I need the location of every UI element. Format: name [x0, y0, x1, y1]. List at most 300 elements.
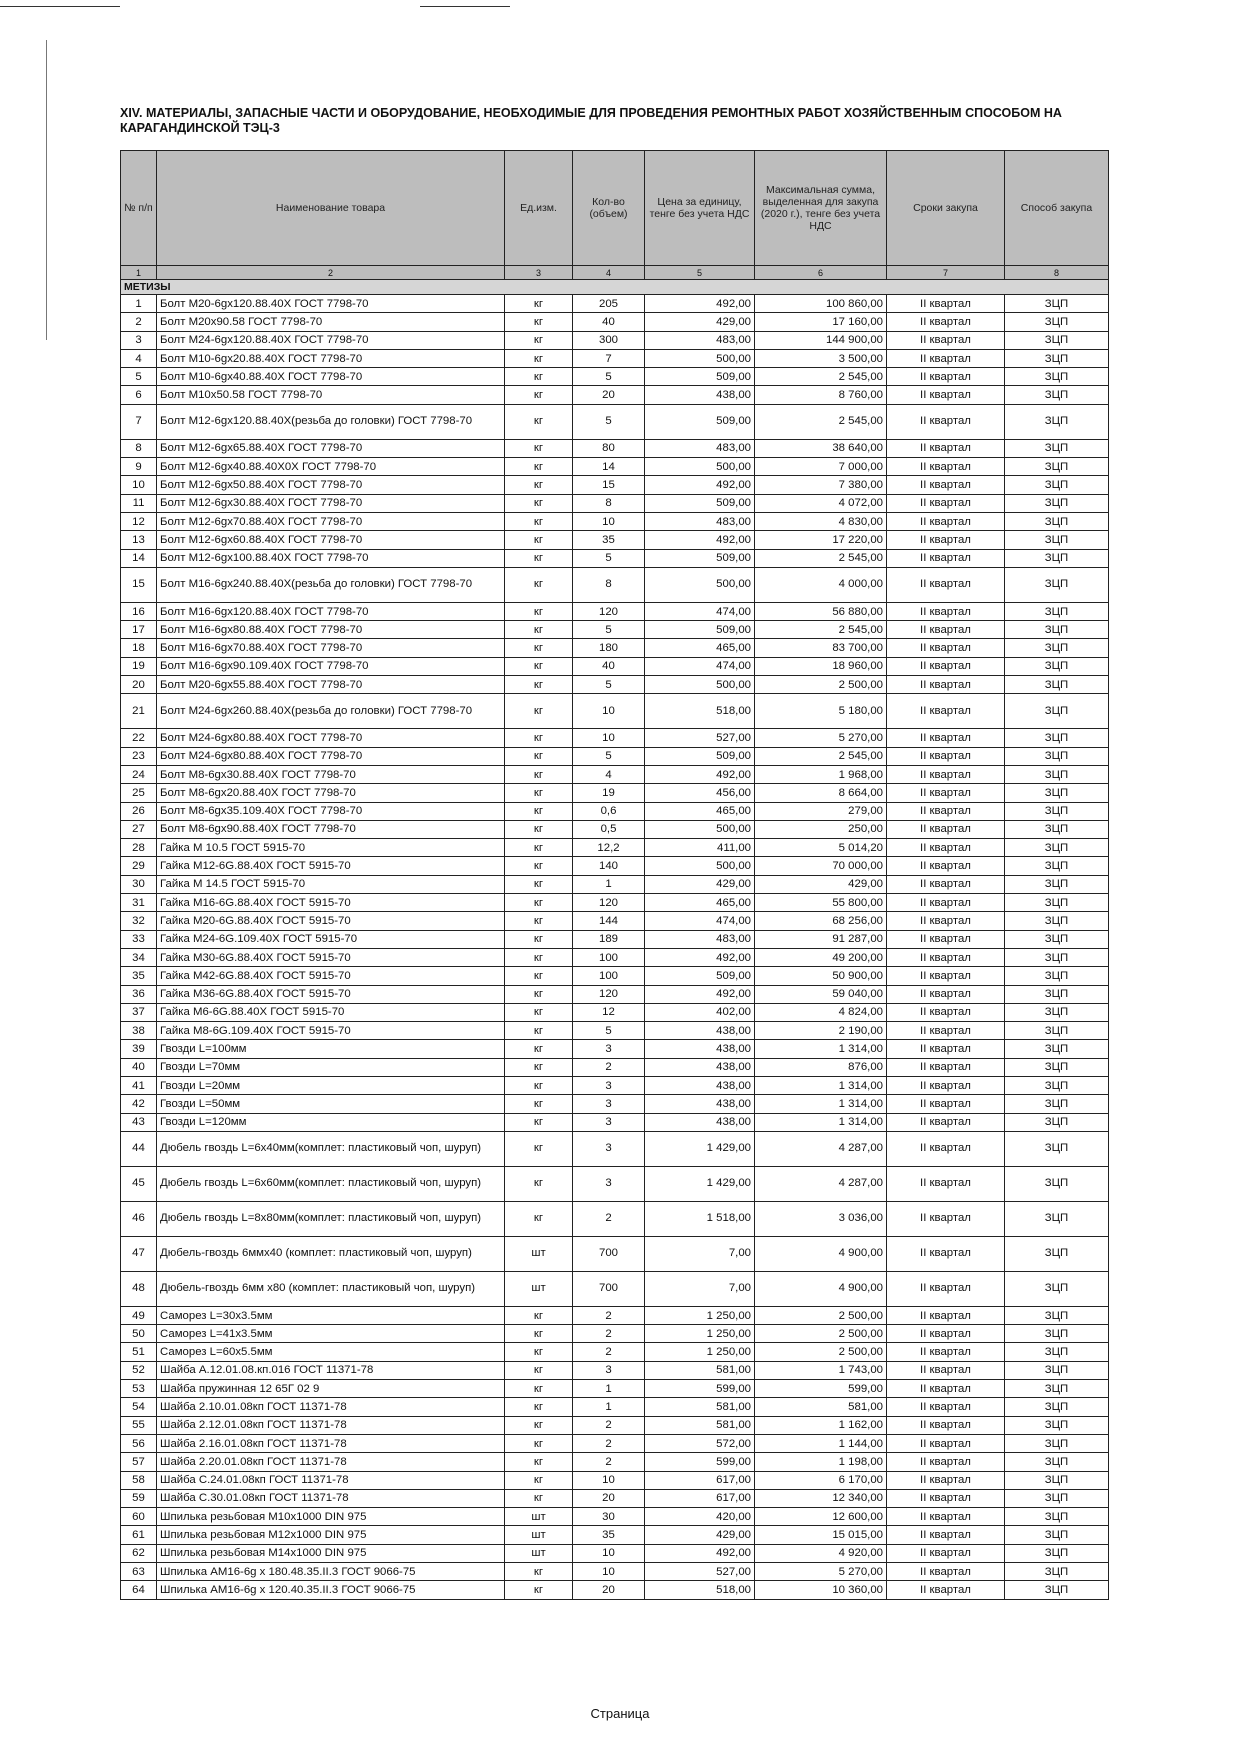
quantity-cell: 5: [573, 1022, 645, 1040]
table-row: [121, 1398, 1109, 1416]
sum-cell: 2 545,00: [755, 621, 887, 639]
quantity-cell: 3: [573, 1166, 645, 1201]
unit-cell: кг: [505, 930, 573, 948]
unit-cell: кг: [505, 386, 573, 404]
method-cell: ЗЦП: [1005, 1306, 1109, 1324]
method-cell: ЗЦП: [1005, 802, 1109, 820]
sum-cell: 876,00: [755, 1058, 887, 1076]
row-number: 1: [121, 295, 157, 313]
unit-cell: кг: [505, 439, 573, 457]
quantity-cell: 30: [573, 1508, 645, 1526]
method-cell: ЗЦП: [1005, 820, 1109, 838]
quantity-cell: 3: [573, 1131, 645, 1166]
method-cell: ЗЦП: [1005, 1166, 1109, 1201]
method-cell: ЗЦП: [1005, 639, 1109, 657]
item-name: Гвозди L=20мм: [157, 1076, 505, 1094]
unit-cell: кг: [505, 404, 573, 439]
unit-cell: шт: [505, 1271, 573, 1306]
term-cell: II квартал: [887, 765, 1005, 783]
sum-cell: 12 340,00: [755, 1489, 887, 1507]
table-row: [121, 1131, 1109, 1166]
term-cell: II квартал: [887, 567, 1005, 602]
table-row: [121, 349, 1109, 367]
header-qty: Кол-во (объем): [573, 151, 645, 266]
table-row: [121, 1544, 1109, 1562]
price-cell: 429,00: [645, 313, 755, 331]
quantity-cell: 3: [573, 1095, 645, 1113]
colnum-cell: 5: [645, 266, 755, 280]
table-row: [121, 1003, 1109, 1021]
row-number: 61: [121, 1526, 157, 1544]
row-number: 51: [121, 1343, 157, 1361]
table-row: [121, 729, 1109, 747]
table-row: [121, 1471, 1109, 1489]
quantity-cell: 5: [573, 549, 645, 567]
item-name: Болт М8-6gх30.88.40Х ГОСТ 7798-70: [157, 765, 505, 783]
unit-cell: кг: [505, 1076, 573, 1094]
method-cell: ЗЦП: [1005, 1380, 1109, 1398]
item-name: Болт М24-6gх80.88.40Х ГОСТ 7798-70: [157, 747, 505, 765]
item-name: Болт М20х90.58 ГОСТ 7798-70: [157, 313, 505, 331]
price-cell: 429,00: [645, 1526, 755, 1544]
table-row: [121, 802, 1109, 820]
quantity-cell: 1: [573, 875, 645, 893]
price-cell: 492,00: [645, 948, 755, 966]
price-cell: 438,00: [645, 1022, 755, 1040]
quantity-cell: 5: [573, 368, 645, 386]
header-unit: Ед.изм.: [505, 151, 573, 266]
term-cell: II квартал: [887, 875, 1005, 893]
sum-cell: 6 170,00: [755, 1471, 887, 1489]
price-cell: 492,00: [645, 531, 755, 549]
method-cell: ЗЦП: [1005, 1471, 1109, 1489]
sum-cell: 17 160,00: [755, 313, 887, 331]
unit-cell: кг: [505, 820, 573, 838]
price-cell: 599,00: [645, 1380, 755, 1398]
quantity-cell: 189: [573, 930, 645, 948]
price-cell: 500,00: [645, 857, 755, 875]
sum-cell: 279,00: [755, 802, 887, 820]
quantity-cell: 300: [573, 331, 645, 349]
price-cell: 617,00: [645, 1489, 755, 1507]
method-cell: ЗЦП: [1005, 1131, 1109, 1166]
row-number: 21: [121, 694, 157, 729]
term-cell: II квартал: [887, 368, 1005, 386]
price-cell: 474,00: [645, 602, 755, 620]
table-row: [121, 967, 1109, 985]
price-cell: 474,00: [645, 912, 755, 930]
quantity-cell: 10: [573, 1471, 645, 1489]
item-name: Шайба С.24.01.08кп ГОСТ 11371-78: [157, 1471, 505, 1489]
table-row: [121, 602, 1109, 620]
price-cell: 518,00: [645, 694, 755, 729]
price-cell: 438,00: [645, 1113, 755, 1131]
unit-cell: кг: [505, 1343, 573, 1361]
term-cell: II квартал: [887, 621, 1005, 639]
price-cell: 483,00: [645, 331, 755, 349]
unit-cell: кг: [505, 331, 573, 349]
row-number: 3: [121, 331, 157, 349]
table-row: [121, 857, 1109, 875]
row-number: 63: [121, 1563, 157, 1581]
item-name: Шайба А.12.01.08.кп.016 ГОСТ 11371-78: [157, 1361, 505, 1379]
method-cell: ЗЦП: [1005, 331, 1109, 349]
term-cell: II квартал: [887, 1131, 1005, 1166]
table-row: [121, 1325, 1109, 1343]
quantity-cell: 2: [573, 1058, 645, 1076]
unit-cell: кг: [505, 1563, 573, 1581]
price-cell: 518,00: [645, 1581, 755, 1599]
sum-cell: 599,00: [755, 1380, 887, 1398]
unit-cell: кг: [505, 494, 573, 512]
method-cell: ЗЦП: [1005, 1095, 1109, 1113]
unit-cell: кг: [505, 1398, 573, 1416]
price-cell: 7,00: [645, 1271, 755, 1306]
row-number: 45: [121, 1166, 157, 1201]
price-cell: 411,00: [645, 839, 755, 857]
quantity-cell: 7: [573, 349, 645, 367]
term-cell: II квартал: [887, 857, 1005, 875]
sum-cell: 1 314,00: [755, 1076, 887, 1094]
term-cell: II квартал: [887, 839, 1005, 857]
unit-cell: кг: [505, 1325, 573, 1343]
term-cell: II квартал: [887, 729, 1005, 747]
table-row: [121, 1581, 1109, 1599]
sum-cell: 38 640,00: [755, 439, 887, 457]
price-cell: 438,00: [645, 386, 755, 404]
sum-cell: 2 500,00: [755, 1306, 887, 1324]
quantity-cell: 12: [573, 1003, 645, 1021]
method-cell: ЗЦП: [1005, 1563, 1109, 1581]
method-cell: ЗЦП: [1005, 313, 1109, 331]
row-number: 49: [121, 1306, 157, 1324]
item-name: Болт М24-6gх80.88.40Х ГОСТ 7798-70: [157, 729, 505, 747]
row-number: 55: [121, 1416, 157, 1434]
method-cell: ЗЦП: [1005, 912, 1109, 930]
sum-cell: 250,00: [755, 820, 887, 838]
row-number: 18: [121, 639, 157, 657]
quantity-cell: 2: [573, 1434, 645, 1452]
table-row: [121, 747, 1109, 765]
item-name: Болт М16-6gх70.88.40Х ГОСТ 7798-70: [157, 639, 505, 657]
row-number: 19: [121, 657, 157, 675]
quantity-cell: 120: [573, 894, 645, 912]
term-cell: II квартал: [887, 676, 1005, 694]
term-cell: II квартал: [887, 494, 1005, 512]
table-row: [121, 930, 1109, 948]
item-name: Гайка М20-6G.88.40Х ГОСТ 5915-70: [157, 912, 505, 930]
sum-cell: 429,00: [755, 875, 887, 893]
sum-cell: 581,00: [755, 1398, 887, 1416]
term-cell: II квартал: [887, 549, 1005, 567]
price-cell: 492,00: [645, 765, 755, 783]
table-row: [121, 1095, 1109, 1113]
row-number: 28: [121, 839, 157, 857]
row-number: 41: [121, 1076, 157, 1094]
term-cell: II квартал: [887, 531, 1005, 549]
sum-cell: 1 968,00: [755, 765, 887, 783]
sum-cell: 4 900,00: [755, 1271, 887, 1306]
price-cell: 527,00: [645, 729, 755, 747]
quantity-cell: 20: [573, 386, 645, 404]
item-name: Гайка М24-6G.109.40Х ГОСТ 5915-70: [157, 930, 505, 948]
quantity-cell: 10: [573, 694, 645, 729]
term-cell: II квартал: [887, 1022, 1005, 1040]
quantity-cell: 5: [573, 621, 645, 639]
term-cell: II квартал: [887, 1271, 1005, 1306]
item-name: Гайка М36-6G.88.40Х ГОСТ 5915-70: [157, 985, 505, 1003]
section-row: [121, 280, 1109, 295]
row-number: 7: [121, 404, 157, 439]
term-cell: II квартал: [887, 1489, 1005, 1507]
sum-cell: 4 830,00: [755, 512, 887, 530]
sum-cell: 2 190,00: [755, 1022, 887, 1040]
unit-cell: кг: [505, 349, 573, 367]
term-cell: II квартал: [887, 349, 1005, 367]
unit-cell: кг: [505, 1416, 573, 1434]
method-cell: ЗЦП: [1005, 1113, 1109, 1131]
sum-cell: 12 600,00: [755, 1508, 887, 1526]
row-number: 24: [121, 765, 157, 783]
unit-cell: кг: [505, 602, 573, 620]
term-cell: II квартал: [887, 404, 1005, 439]
term-cell: II квартал: [887, 295, 1005, 313]
row-number: 40: [121, 1058, 157, 1076]
item-name: Саморез L=30х3.5мм: [157, 1306, 505, 1324]
price-cell: 438,00: [645, 1058, 755, 1076]
sum-cell: 50 900,00: [755, 967, 887, 985]
sum-cell: 4 920,00: [755, 1544, 887, 1562]
colnum-cell: 2: [157, 266, 505, 280]
term-cell: II квартал: [887, 1380, 1005, 1398]
item-name: Шайба 2.10.01.08кп ГОСТ 11371-78: [157, 1398, 505, 1416]
table-row: [121, 1343, 1109, 1361]
table-row: [121, 621, 1109, 639]
price-cell: 581,00: [645, 1398, 755, 1416]
price-cell: 1 518,00: [645, 1201, 755, 1236]
sum-cell: 49 200,00: [755, 948, 887, 966]
item-name: Болт М12-6gх100.88.40Х ГОСТ 7798-70: [157, 549, 505, 567]
term-cell: II квартал: [887, 1040, 1005, 1058]
row-number: 15: [121, 567, 157, 602]
price-cell: 465,00: [645, 894, 755, 912]
row-number: 60: [121, 1508, 157, 1526]
unit-cell: кг: [505, 621, 573, 639]
header-method: Способ закупа: [1005, 151, 1109, 266]
unit-cell: кг: [505, 1058, 573, 1076]
sum-cell: 2 545,00: [755, 404, 887, 439]
price-cell: 438,00: [645, 1076, 755, 1094]
unit-cell: кг: [505, 531, 573, 549]
term-cell: II квартал: [887, 1325, 1005, 1343]
method-cell: ЗЦП: [1005, 985, 1109, 1003]
method-cell: ЗЦП: [1005, 439, 1109, 457]
quantity-cell: 35: [573, 1526, 645, 1544]
price-cell: 500,00: [645, 820, 755, 838]
sum-cell: 1 743,00: [755, 1361, 887, 1379]
quantity-cell: 144: [573, 912, 645, 930]
sum-cell: 59 040,00: [755, 985, 887, 1003]
sum-cell: 56 880,00: [755, 602, 887, 620]
table-row: [121, 1306, 1109, 1324]
term-cell: II квартал: [887, 1416, 1005, 1434]
table-row: [121, 404, 1109, 439]
term-cell: II квартал: [887, 802, 1005, 820]
sum-cell: 17 220,00: [755, 531, 887, 549]
item-name: Болт М10-6gх40.88.40Х ГОСТ 7798-70: [157, 368, 505, 386]
item-name: Болт М20-6gх55.88.40Х ГОСТ 7798-70: [157, 676, 505, 694]
method-cell: ЗЦП: [1005, 368, 1109, 386]
item-name: Болт М8-6gх90.88.40Х ГОСТ 7798-70: [157, 820, 505, 838]
table-row: [121, 1201, 1109, 1236]
item-name: Болт М8-6gх20.88.40Х ГОСТ 7798-70: [157, 784, 505, 802]
sum-cell: 5 270,00: [755, 729, 887, 747]
method-cell: ЗЦП: [1005, 1236, 1109, 1271]
quantity-cell: 700: [573, 1271, 645, 1306]
quantity-cell: 700: [573, 1236, 645, 1271]
price-cell: 483,00: [645, 512, 755, 530]
item-name: Болт М24-6gх260.88.40Х(резьба до головки) ГОСТ 7798-70: [157, 694, 505, 729]
unit-cell: кг: [505, 512, 573, 530]
sum-cell: 2 545,00: [755, 368, 887, 386]
sum-cell: 91 287,00: [755, 930, 887, 948]
sum-cell: 2 500,00: [755, 676, 887, 694]
method-cell: ЗЦП: [1005, 694, 1109, 729]
row-number: 23: [121, 747, 157, 765]
method-cell: ЗЦП: [1005, 1325, 1109, 1343]
price-cell: 492,00: [645, 1544, 755, 1562]
method-cell: ЗЦП: [1005, 967, 1109, 985]
item-name: Шпилька АМ16-6g х 120.40.35.II.3 ГОСТ 9066-75: [157, 1581, 505, 1599]
row-number: 12: [121, 512, 157, 530]
price-cell: 1 250,00: [645, 1343, 755, 1361]
scan-edge-line: [0, 6, 120, 7]
term-cell: II квартал: [887, 1526, 1005, 1544]
quantity-cell: 3: [573, 1113, 645, 1131]
price-cell: 492,00: [645, 295, 755, 313]
term-cell: II квартал: [887, 1453, 1005, 1471]
unit-cell: кг: [505, 1201, 573, 1236]
quantity-cell: 80: [573, 439, 645, 457]
item-name: Дюбель-гвоздь 6ммх40 (комплет: пластиковый чоп, шуруп): [157, 1236, 505, 1271]
quantity-cell: 40: [573, 657, 645, 675]
quantity-cell: 20: [573, 1489, 645, 1507]
method-cell: ЗЦП: [1005, 948, 1109, 966]
scan-margin-mark: [46, 40, 47, 340]
sum-cell: 4 824,00: [755, 1003, 887, 1021]
sum-cell: 1 162,00: [755, 1416, 887, 1434]
term-cell: II квартал: [887, 1361, 1005, 1379]
quantity-cell: 5: [573, 404, 645, 439]
sum-cell: 1 198,00: [755, 1453, 887, 1471]
quantity-cell: 2: [573, 1453, 645, 1471]
sum-cell: 3 500,00: [755, 349, 887, 367]
term-cell: II квартал: [887, 1544, 1005, 1562]
term-cell: II квартал: [887, 1398, 1005, 1416]
term-cell: II квартал: [887, 1508, 1005, 1526]
colnum-cell: 1: [121, 266, 157, 280]
price-cell: 474,00: [645, 657, 755, 675]
price-cell: 581,00: [645, 1361, 755, 1379]
table-row: [121, 1113, 1109, 1131]
method-cell: ЗЦП: [1005, 839, 1109, 857]
quantity-cell: 40: [573, 313, 645, 331]
term-cell: II квартал: [887, 1563, 1005, 1581]
unit-cell: кг: [505, 1306, 573, 1324]
table-row: [121, 1434, 1109, 1452]
row-number: 48: [121, 1271, 157, 1306]
method-cell: ЗЦП: [1005, 531, 1109, 549]
unit-cell: кг: [505, 948, 573, 966]
price-cell: 500,00: [645, 458, 755, 476]
price-cell: 1 429,00: [645, 1131, 755, 1166]
term-cell: II квартал: [887, 784, 1005, 802]
term-cell: II квартал: [887, 1003, 1005, 1021]
item-name: Шпилька АМ16-6g х 180.48.35.II.3 ГОСТ 9066-75: [157, 1563, 505, 1581]
row-number: 2: [121, 313, 157, 331]
materials-table: [120, 150, 1109, 1600]
price-cell: 509,00: [645, 621, 755, 639]
table-row: [121, 1489, 1109, 1507]
sum-cell: 4 287,00: [755, 1131, 887, 1166]
table-row: [121, 985, 1109, 1003]
row-number: 50: [121, 1325, 157, 1343]
price-cell: 420,00: [645, 1508, 755, 1526]
sum-cell: 2 500,00: [755, 1343, 887, 1361]
sum-cell: 10 360,00: [755, 1581, 887, 1599]
unit-cell: кг: [505, 765, 573, 783]
quantity-cell: 2: [573, 1201, 645, 1236]
term-cell: II квартал: [887, 602, 1005, 620]
method-cell: ЗЦП: [1005, 404, 1109, 439]
unit-cell: кг: [505, 912, 573, 930]
sum-cell: 2 545,00: [755, 549, 887, 567]
table-row: [121, 1416, 1109, 1434]
term-cell: II квартал: [887, 476, 1005, 494]
price-cell: 402,00: [645, 1003, 755, 1021]
row-number: 38: [121, 1022, 157, 1040]
quantity-cell: 2: [573, 1306, 645, 1324]
quantity-cell: 10: [573, 1544, 645, 1562]
method-cell: ЗЦП: [1005, 729, 1109, 747]
table-row: [121, 639, 1109, 657]
table-row: [121, 531, 1109, 549]
term-cell: II квартал: [887, 1095, 1005, 1113]
quantity-cell: 15: [573, 476, 645, 494]
term-cell: II квартал: [887, 747, 1005, 765]
table-body: [121, 266, 1109, 1600]
term-cell: II квартал: [887, 820, 1005, 838]
unit-cell: кг: [505, 839, 573, 857]
quantity-cell: 10: [573, 512, 645, 530]
method-cell: ЗЦП: [1005, 1544, 1109, 1562]
term-cell: II квартал: [887, 930, 1005, 948]
price-cell: 509,00: [645, 747, 755, 765]
header-num: № п/п: [121, 151, 157, 266]
item-name: Болт М12-6gх120.88.40Х(резьба до головки) ГОСТ 7798-70: [157, 404, 505, 439]
method-cell: ЗЦП: [1005, 349, 1109, 367]
quantity-cell: 3: [573, 1361, 645, 1379]
term-cell: II квартал: [887, 948, 1005, 966]
header-price: Цена за единицу, тенге без учета НДС: [645, 151, 755, 266]
row-number: 58: [121, 1471, 157, 1489]
unit-cell: кг: [505, 1003, 573, 1021]
term-cell: II квартал: [887, 1343, 1005, 1361]
sum-cell: 15 015,00: [755, 1526, 887, 1544]
unit-cell: кг: [505, 694, 573, 729]
quantity-cell: 2: [573, 1325, 645, 1343]
table-row: [121, 295, 1109, 313]
